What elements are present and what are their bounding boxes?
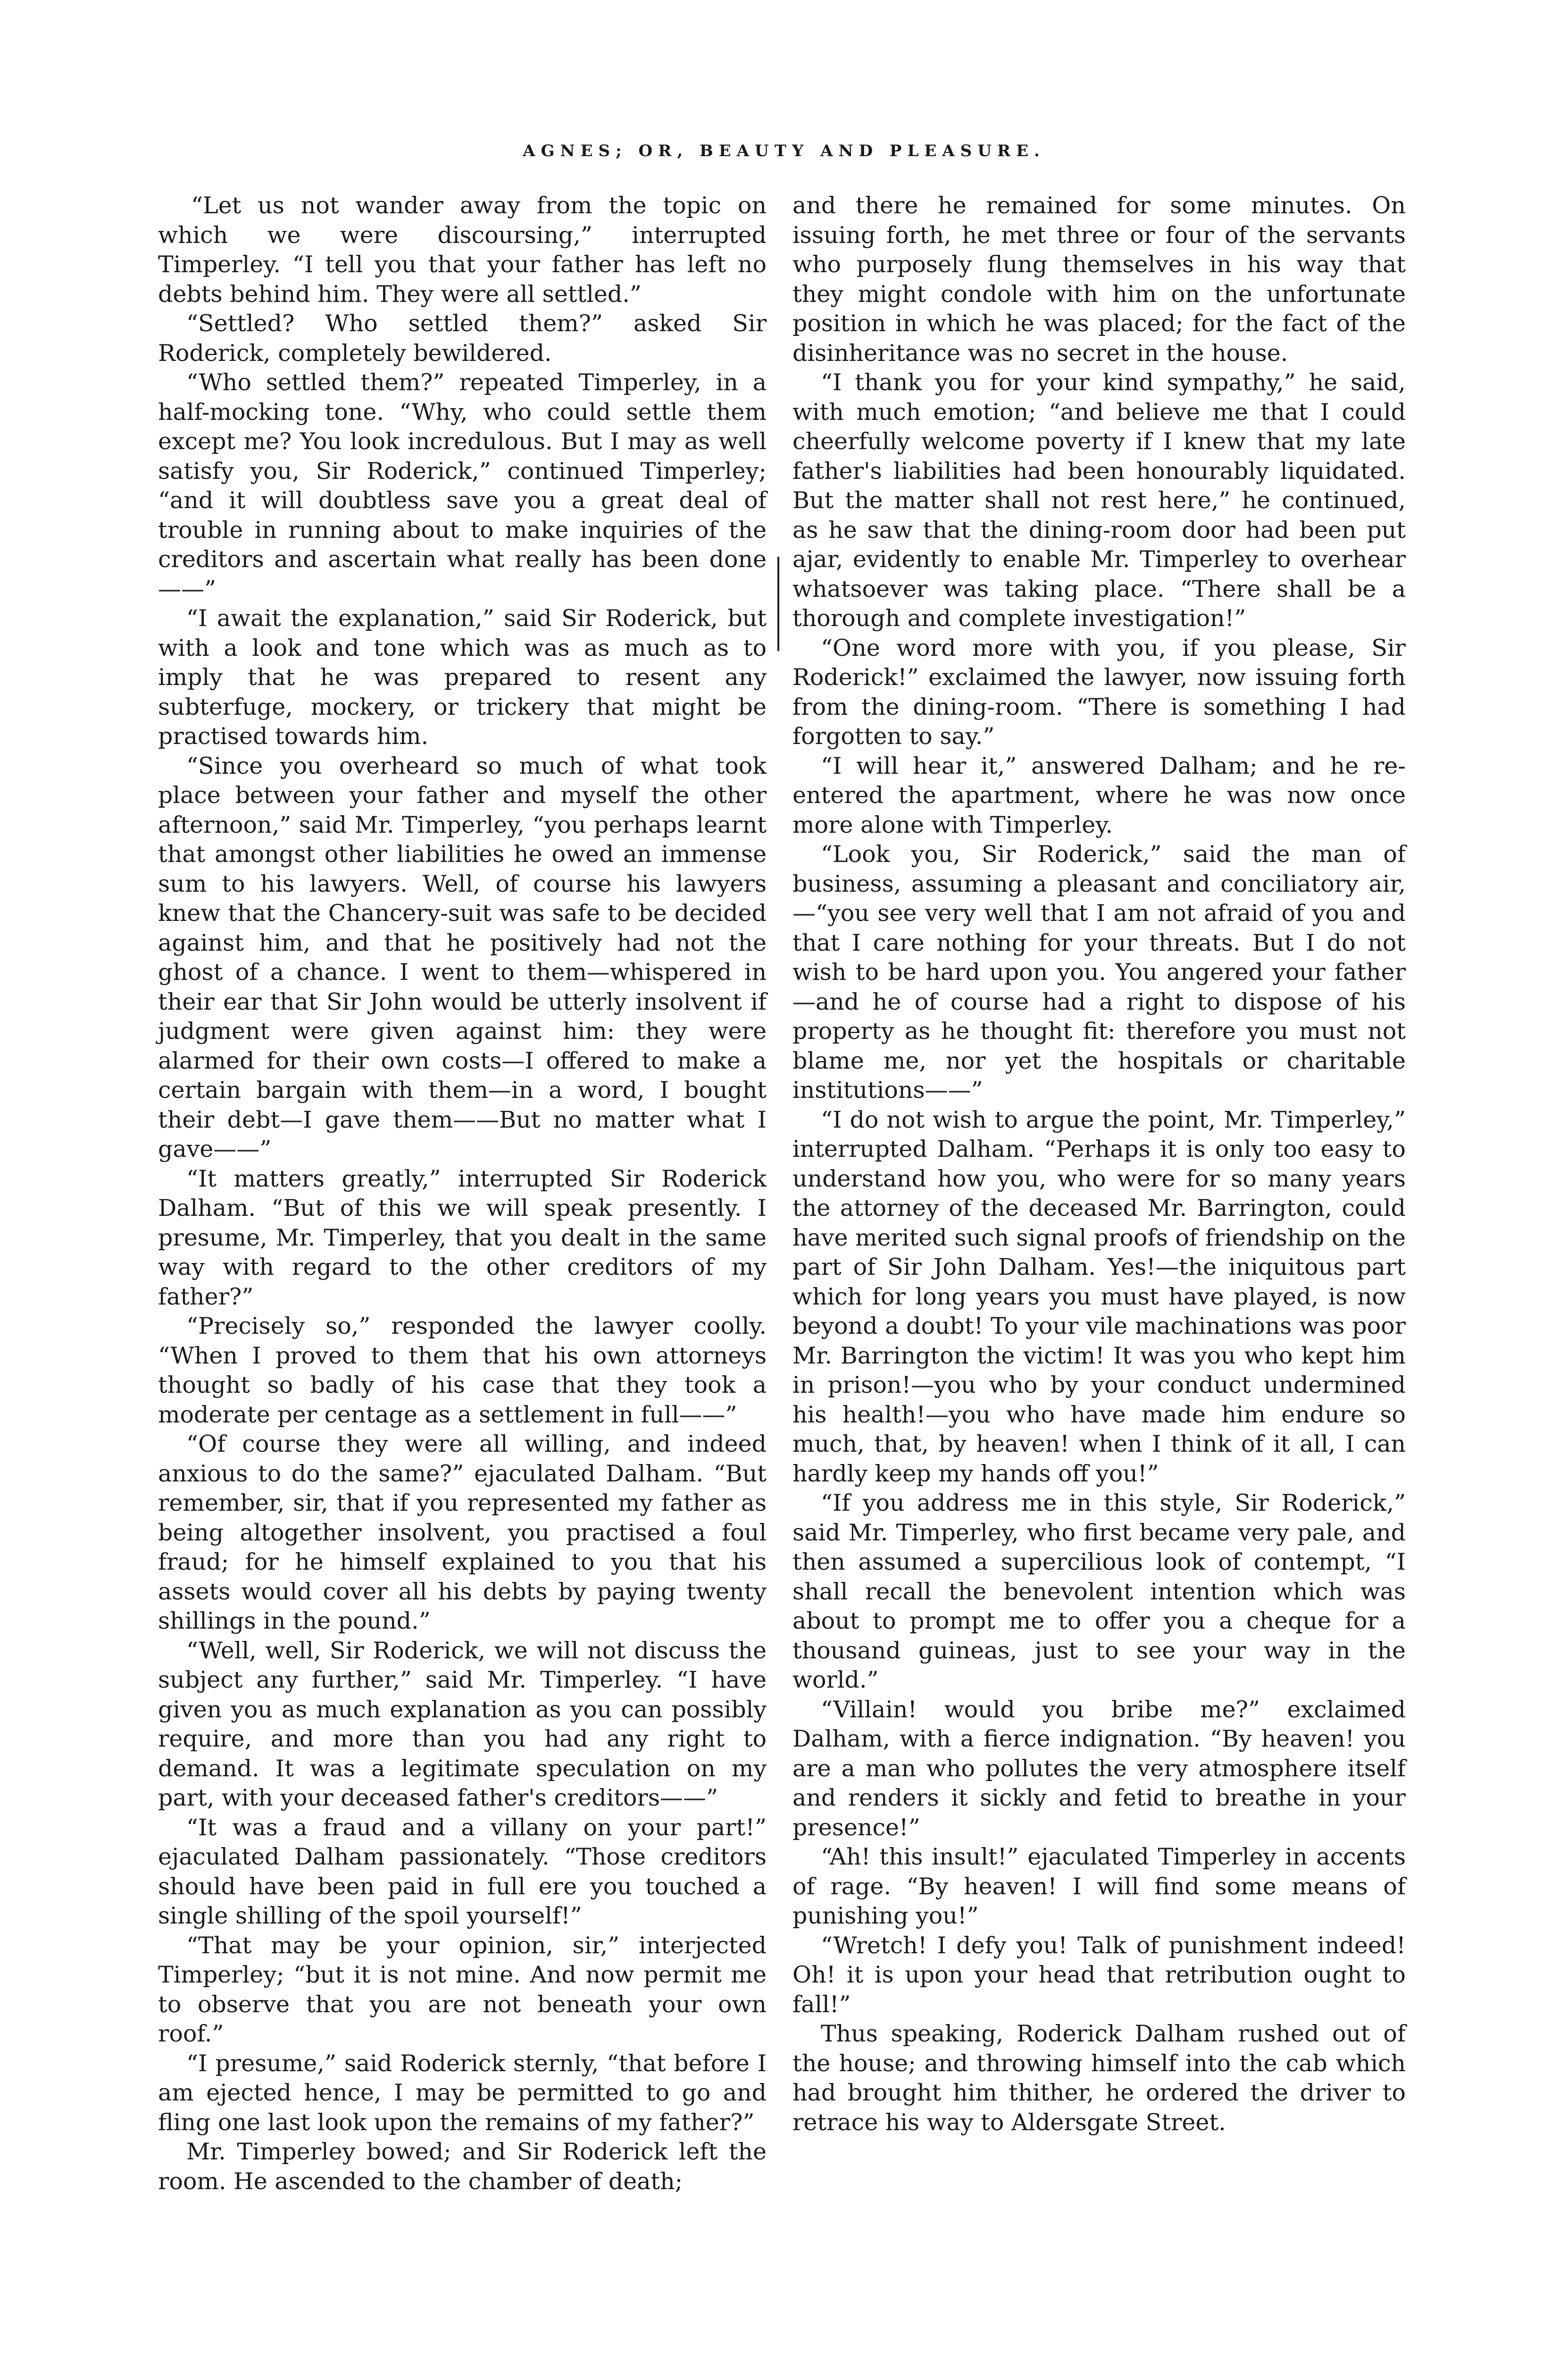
paragraph: “Well, well, Sir Roderick, we will not discuss the subject any further,” said Mr. Timperley. “I have given you as much explanation as you can possibly require, and more than you had any right to demand. It was a legitimate speculation on my part, with your deceased father's creditors——” [158,1637,767,1811]
paragraph: Thus speaking, Roderick Dalham rushed out of the house; and throwing himself into the cab which had brought him thither, he ordered the driver to retrace his way to Aldersgate Street. [792,2020,1406,2136]
paragraph: “Precisely so,” responded the lawyer coolly. “When I proved to them that his own attorneys thought so badly of his case that they took a moderate per centage as a settlement in full——” [158,1313,767,1428]
paragraph: “I presume,” said Roderick sternly, “that before I am ejected hence, I may be permitted to go and fling one last look upon the remains of my father?” [158,2049,767,2136]
paragraph: “It was a fraud and a villany on your part!” ejaculated Dalham passionately. “Those creditors should have been paid in full ere you touched a single shilling of the spoil yourself!” [158,1814,767,1929]
running-head: AGNES; OR, BEAUTY AND PLEASURE. [523,142,1045,160]
paragraph: “That may be your opinion, sir,” interjected Timperley; “but it is not mine. And now permit me to observe that you are not beneath your own roof.” [158,1932,767,2047]
paragraph: “It matters greatly,” interrupted Sir Roderick Dalham. “But of this we will speak presently. I presume, Mr. Timperley, that you dealt in the same way with regard to the other creditors of my father?” [158,1165,767,1310]
paragraph: Mr. Timperley bowed; and Sir Roderick left the room. He ascended to the chamber of death; [158,2138,767,2195]
paragraph: and there he remained for some minutes. On issuing forth, he met three or four of the servants who purposely flung themselves in his way that they might condole with him on the unfortunate position in which he was placed; for the fact of the disinheritance was no secret in the house. [792,192,1406,367]
paragraph: “Look you, Sir Roderick,” said the man of business, assuming a pleasant and conciliatory air, —“you see very well that I am not afraid of you and that I care nothing for your threats. But I do not wish to be hard upon you. You angered your father—and he of course had a right to dispose of his property as he thought fit: therefore you must not blame me, nor yet the hospitals or charitable institutions——” [792,841,1406,1104]
paragraph: “Let us not wander away from the topic on which we were discoursing,” interrupted Timperley. “I tell you that your father has left no debts behind him. They were all settled.” [158,192,767,308]
right-column [792,191,1406,2137]
paragraph: “If you address me in this style, Sir Roderick,” said Mr. Timperley, who first became very pale, and then assumed a supercilious look of contempt, “I shall recall the benevolent intention which was about to prompt me to offer you a cheque for a thousand guineas, just to see your way in the world.” [792,1489,1406,1693]
paragraph: “I await the explanation,” said Sir Roderick, but with a look and tone which was as much as to imply that he was prepared to resent any subterfuge, mockery, or trickery that might be practised towards him. [158,605,767,750]
paragraph: “Who settled them?” repeated Timperley, in a half-mocking tone. “Why, who could settle them except me? You look incredulous. But I may as well satisfy you, Sir Roderick,” continued Timperley; “and it will doubtless save you a great deal of trouble in running about to make inquiries of the creditors and ascertain what really has been done——” [158,369,767,602]
paragraph: “Wretch! I defy you! Talk of punishment indeed! Oh! it is upon your head that retribution ought to fall!” [792,1932,1406,2018]
paragraph: “I thank you for your kind sympathy,” he said, with much emotion; “and believe me that I could cheerfully welcome poverty if I knew that my late father's liabilities had been honourably liquidated. But the matter shall not rest here,” he continued, as he saw that the dining-room door had been put ajar, evidently to enable Mr. Timperley to overhear whatsoever was taking place. “There shall be a thorough and complete investigation!” [792,369,1406,632]
paragraph: “One word more with you, if you please, Sir Roderick!” exclaimed the lawyer, now issuing forth from the dining-room. “There is something I had forgotten to say.” [792,634,1406,750]
margin-rule [777,557,779,651]
paragraph: “I will hear it,” answered Dalham; and he re-entered the apartment, where he was now once more alone with Timperley. [792,752,1406,838]
left-column [158,191,767,2196]
paragraph: “Villain! would you bribe me?” exclaimed Dalham, with a fierce indignation. “By heaven! you are a man who pollutes the very atmosphere itself and renders it sickly and fetid to breathe in your presence!” [792,1696,1406,1841]
paragraph: “Ah! this insult!” ejaculated Timperley in accents of rage. “By heaven! I will find some means of punishing you!” [792,1843,1406,1929]
paragraph: “Of course they were all willing, and indeed anxious to do the same?” ejaculated Dalham. “But remember, sir, that if you represented my father as being altogether insolvent, you practised a foul fraud; for he himself explained to you that his assets would cover all his debts by paying twenty shillings in the pound.” [158,1430,767,1634]
paragraph: “I do not wish to argue the point, Mr. Timperley,” interrupted Dalham. “Perhaps it is only too easy to understand how you, who were for so many years the attorney of the deceased Mr. Barrington, could have merited such signal proofs of friendship on the part of Sir John Dalham. Yes!—the iniquitous part which for long years you must have played, is now beyond a doubt! To your vile machinations was poor Mr. Barrington the victim! It was you who kept him in prison!—you who by your conduct undermined his health!—you who have made him endure so much, that, by heaven! when I think of it all, I can hardly keep my hands off you!” [792,1106,1406,1487]
paragraph: “Since you overheard so much of what took place between your father and myself the other afternoon,” said Mr. Timperley, “you perhaps learnt that amongst other liabilities he owed an immense sum to his lawyers. Well, of course his lawyers knew that the Chancery-suit was safe to be decided against him, and that he positively had not the ghost of a chance. I went to them—whispered in their ear that Sir John would be utterly insolvent if judgment were given against him: they were alarmed for their own costs—I offered to make a certain bargain with them—in a word, I bought their debt—I gave them——But no matter what I gave——” [158,752,767,1163]
paragraph: “Settled? Who settled them?” asked Sir Roderick, completely bewildered. [158,310,767,367]
